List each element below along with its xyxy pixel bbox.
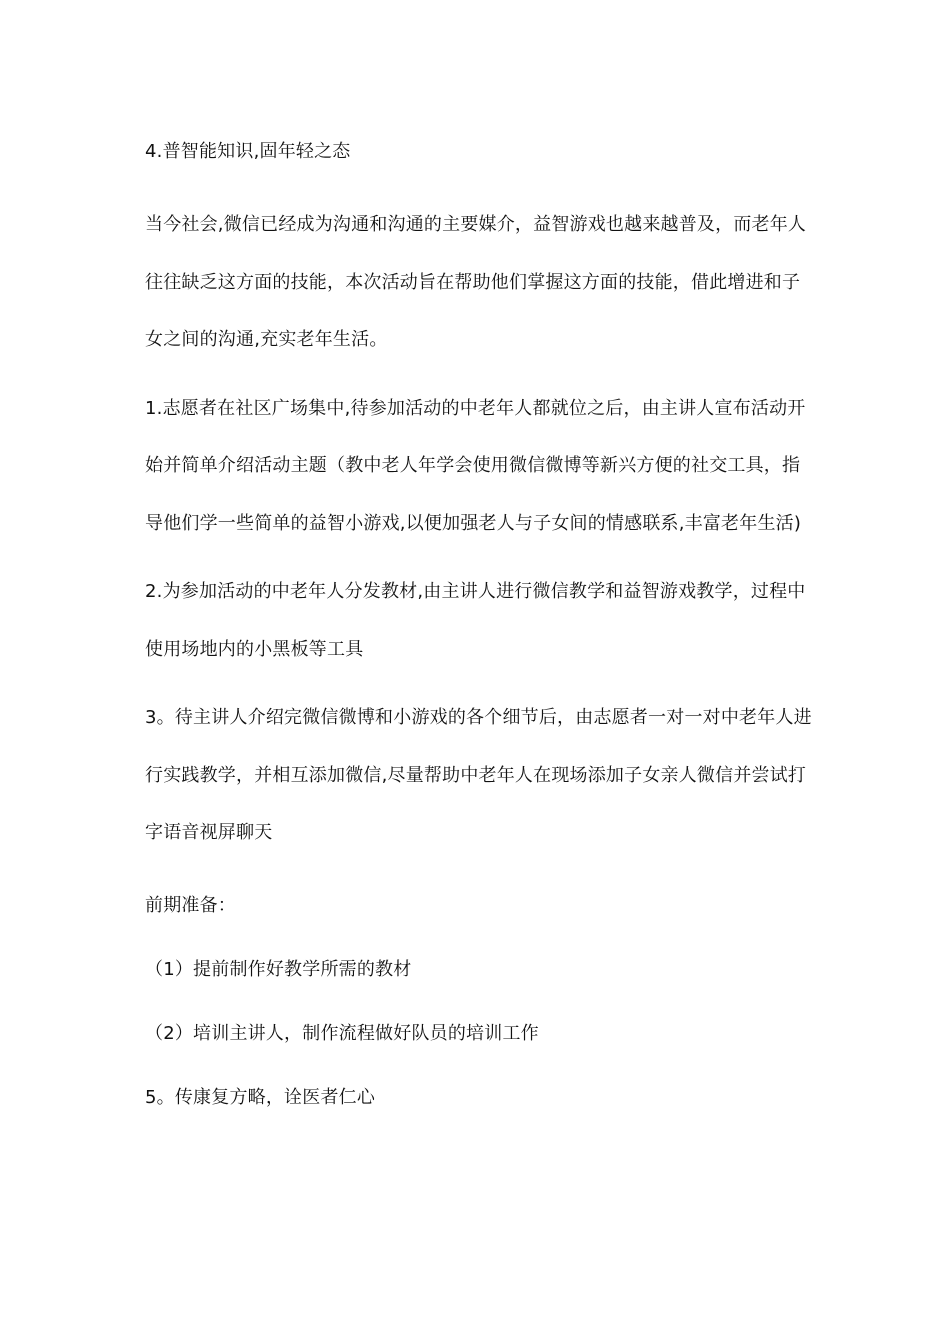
- section-heading-4: 4.普智能知识,固年轻之态: [145, 141, 351, 162]
- intro-paragraph: 当今社会,微信已经成为沟通和沟通的主要媒介，益智游戏也越来越普及，而老年人往往缺乏这方面的技能，本次活动旨在帮助他们掌握这方面的技能，借此增进和子女之间的沟通,充实老年生活。: [145, 214, 807, 350]
- preparation-item-2: （2）培训主讲人，制作流程做好队员的培训工作: [145, 1022, 539, 1044]
- section-heading-5: 5。传康复方略，诠医者仁心: [145, 1086, 376, 1108]
- document-body: [145, 132, 813, 1118]
- step-3-paragraph: 3。待主讲人介绍完微信微博和小游戏的各个细节后，由志愿者一对一对中老年人进行实践教学，并相互添加微信,尽量帮助中老年人在现场添加子女亲人微信并尝试打字语音视屏聊天: [145, 707, 812, 843]
- step-1-paragraph: 1.志愿者在社区广场集中,待参加活动的中老年人都就位之后，由主讲人宣布活动开始并简单介绍活动主题（教中老人年学会使用微信微博等新兴方便的社交工具，指导他们学一些简单的益智小游戏,以便加强老人与子女间的情感联系,丰富老年生活): [145, 397, 806, 534]
- preparation-item-1: （1）提前制作好教学所需的教材: [145, 958, 412, 980]
- preparation-title: 前期准备：: [145, 894, 236, 916]
- step-2-paragraph: 2.为参加活动的中老年人分发教材,由主讲人进行微信教学和益智游戏教学，过程中使用场地内的小黑板等工具: [145, 581, 806, 660]
